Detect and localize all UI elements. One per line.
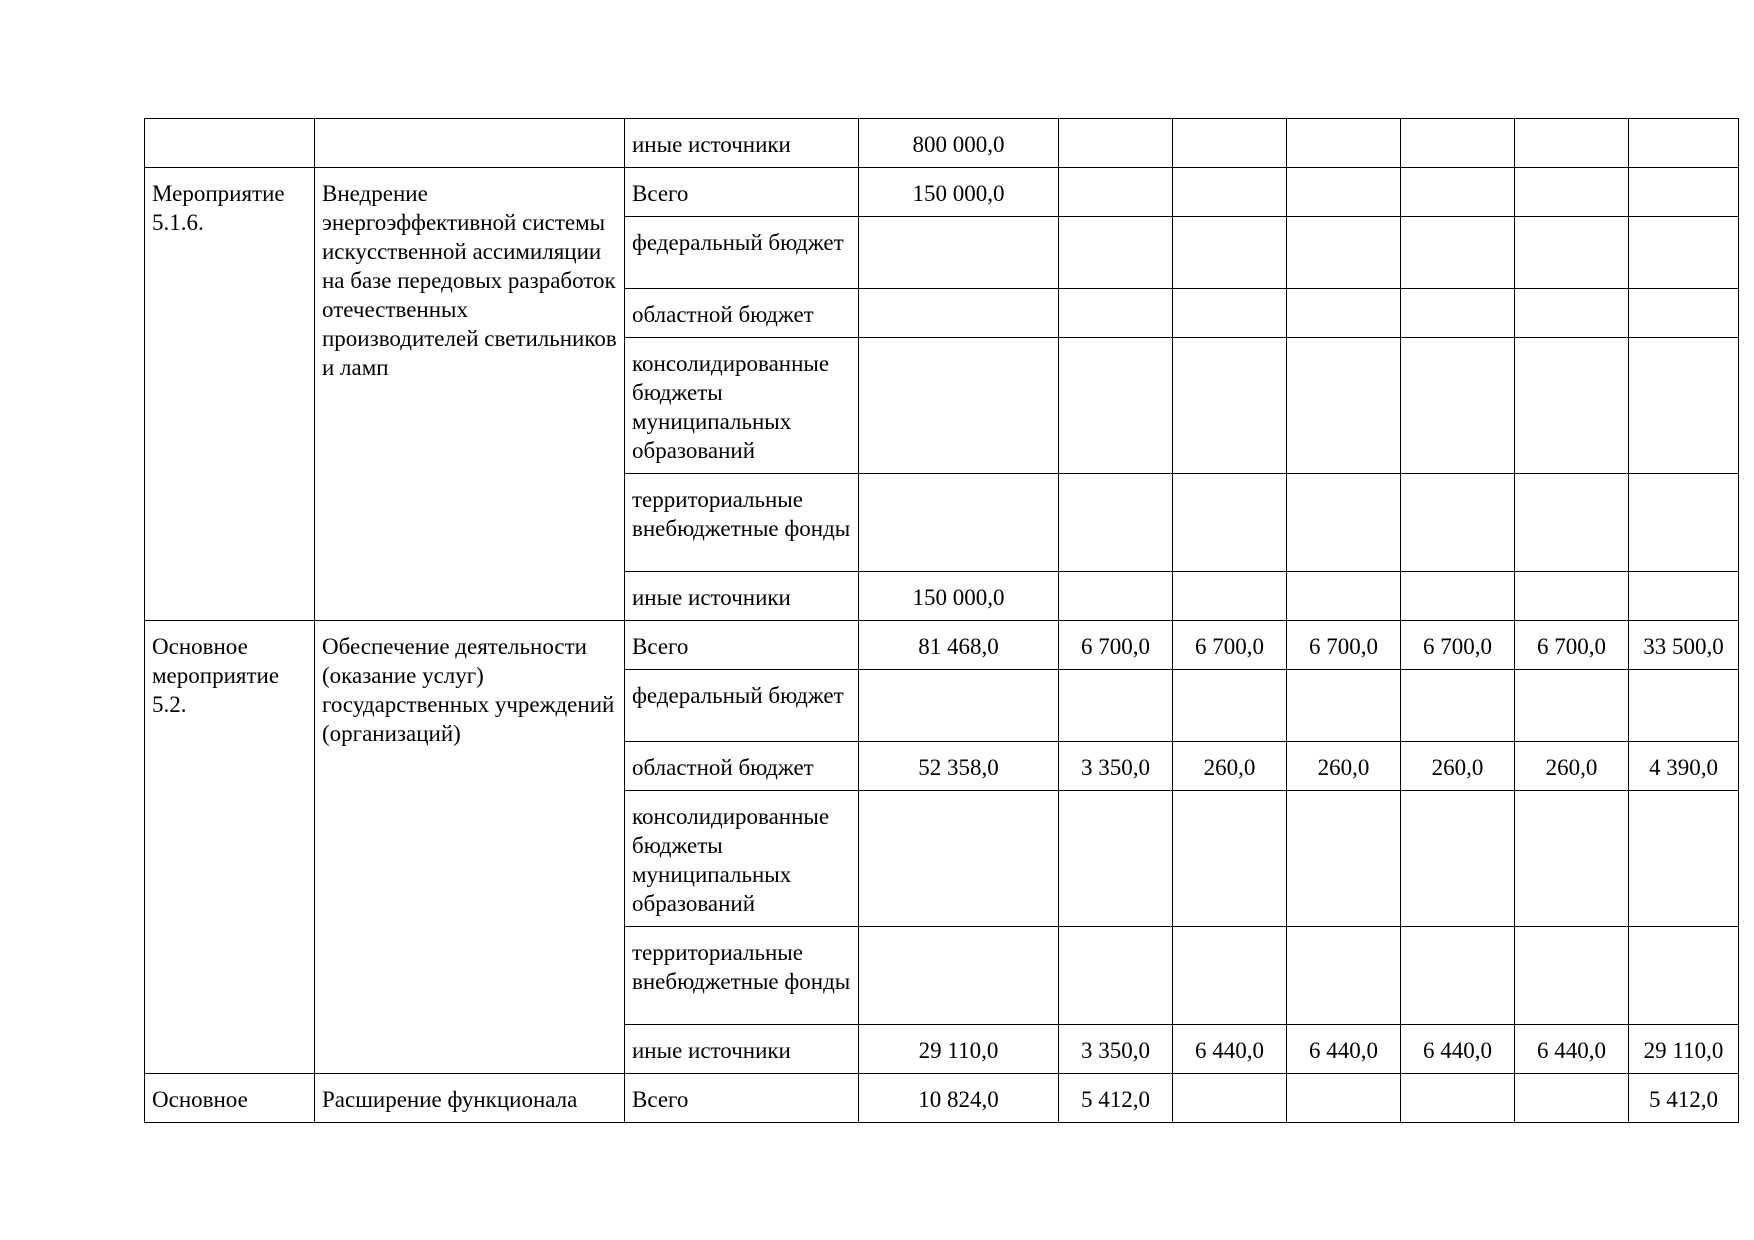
amount-cell <box>1401 338 1515 474</box>
amount-cell <box>1401 1074 1515 1123</box>
amount-cell <box>1629 791 1739 927</box>
amount-cell: 3 350,0 <box>1059 742 1173 791</box>
amount-cell <box>1287 289 1401 338</box>
amount-cell <box>1059 289 1173 338</box>
amount-cell <box>1059 168 1173 217</box>
total-amount-cell: 800 000,0 <box>859 119 1059 168</box>
funding-source-cell: консолидированные бюджеты муниципальных образований <box>625 338 859 474</box>
total-amount-cell <box>859 474 1059 572</box>
funding-source-cell: иные источники <box>625 119 859 168</box>
amount-cell <box>1401 791 1515 927</box>
amount-cell <box>1401 289 1515 338</box>
amount-cell <box>1287 927 1401 1025</box>
amount-cell <box>1059 338 1173 474</box>
amount-cell <box>1515 670 1629 742</box>
funding-source-cell: иные источники <box>625 1025 859 1074</box>
amount-cell: 5 412,0 <box>1059 1074 1173 1123</box>
amount-cell <box>1173 168 1287 217</box>
amount-cell: 6 440,0 <box>1401 1025 1515 1074</box>
total-amount-cell <box>859 927 1059 1025</box>
amount-cell <box>1629 217 1739 289</box>
amount-cell: 260,0 <box>1515 742 1629 791</box>
amount-cell <box>1173 289 1287 338</box>
funding-source-cell: областной бюджет <box>625 742 859 791</box>
table-row <box>145 1074 1739 1123</box>
amount-cell <box>1401 572 1515 621</box>
amount-cell <box>1629 168 1739 217</box>
amount-cell: 6 700,0 <box>1173 621 1287 670</box>
amount-cell <box>1629 338 1739 474</box>
amount-cell: 4 390,0 <box>1629 742 1739 791</box>
amount-cell <box>1287 217 1401 289</box>
amount-cell <box>1515 168 1629 217</box>
amount-cell: 29 110,0 <box>1629 1025 1739 1074</box>
total-amount-cell <box>859 289 1059 338</box>
amount-cell <box>1287 1074 1401 1123</box>
table-row <box>145 168 1739 217</box>
amount-cell <box>1629 572 1739 621</box>
amount-cell <box>1401 927 1515 1025</box>
activity-code-cell: Мероприятие 5.1.6. <box>145 168 315 621</box>
amount-cell <box>1059 217 1173 289</box>
amount-cell <box>1401 119 1515 168</box>
funding-source-cell: Всего <box>625 168 859 217</box>
total-amount-cell: 150 000,0 <box>859 572 1059 621</box>
activity-code-cell: Основное <box>145 1074 315 1123</box>
amount-cell <box>1629 927 1739 1025</box>
amount-cell <box>1287 474 1401 572</box>
amount-cell: 33 500,0 <box>1629 621 1739 670</box>
total-amount-cell: 81 468,0 <box>859 621 1059 670</box>
funding-source-cell: федеральный бюджет <box>625 217 859 289</box>
amount-cell: 6 440,0 <box>1287 1025 1401 1074</box>
funding-source-cell: территориальные внебюджетные фонды <box>625 927 859 1025</box>
funding-source-cell: иные источники <box>625 572 859 621</box>
amount-cell: 260,0 <box>1173 742 1287 791</box>
activity-name-cell: Расширение функционала <box>315 1074 625 1123</box>
amount-cell <box>1287 791 1401 927</box>
budget-table-body <box>145 119 1739 1123</box>
total-amount-cell: 150 000,0 <box>859 168 1059 217</box>
budget-table <box>144 118 1739 1123</box>
amount-cell <box>1629 289 1739 338</box>
amount-cell <box>1173 572 1287 621</box>
amount-cell <box>1515 119 1629 168</box>
funding-source-cell: Всего <box>625 1074 859 1123</box>
amount-cell <box>1059 119 1173 168</box>
amount-cell <box>1173 1074 1287 1123</box>
amount-cell: 3 350,0 <box>1059 1025 1173 1074</box>
amount-cell <box>1173 119 1287 168</box>
amount-cell <box>1629 119 1739 168</box>
amount-cell <box>1173 217 1287 289</box>
amount-cell <box>1515 338 1629 474</box>
amount-cell: 6 700,0 <box>1401 621 1515 670</box>
amount-cell <box>1287 572 1401 621</box>
amount-cell <box>1173 474 1287 572</box>
amount-cell <box>1059 670 1173 742</box>
amount-cell: 6 700,0 <box>1515 621 1629 670</box>
activity-code-cell: Основное мероприятие 5.2. <box>145 621 315 1074</box>
funding-source-cell: областной бюджет <box>625 289 859 338</box>
table-row <box>145 119 1739 168</box>
total-amount-cell <box>859 791 1059 927</box>
amount-cell: 5 412,0 <box>1629 1074 1739 1123</box>
funding-source-cell: федеральный бюджет <box>625 670 859 742</box>
amount-cell <box>1401 217 1515 289</box>
amount-cell <box>1287 338 1401 474</box>
total-amount-cell <box>859 217 1059 289</box>
amount-cell <box>1401 474 1515 572</box>
amount-cell <box>1173 670 1287 742</box>
amount-cell: 6 440,0 <box>1173 1025 1287 1074</box>
activity-name-cell: Обеспечение деятельности (оказание услуг) государственных учреждений (организаций) <box>315 621 625 1074</box>
amount-cell <box>1059 927 1173 1025</box>
amount-cell <box>1515 217 1629 289</box>
activity-name-cell: Внедрение энергоэффективной системы искусственной ассимиляции на базе передовых разработок отечественных производителей светильников и ламп <box>315 168 625 621</box>
total-amount-cell <box>859 670 1059 742</box>
amount-cell <box>1059 474 1173 572</box>
funding-source-cell: консолидированные бюджеты муниципальных образований <box>625 791 859 927</box>
amount-cell <box>1287 119 1401 168</box>
amount-cell <box>1515 474 1629 572</box>
amount-cell: 6 440,0 <box>1515 1025 1629 1074</box>
amount-cell <box>1173 791 1287 927</box>
amount-cell: 6 700,0 <box>1059 621 1173 670</box>
total-amount-cell: 29 110,0 <box>859 1025 1059 1074</box>
amount-cell: 260,0 <box>1401 742 1515 791</box>
amount-cell <box>1515 289 1629 338</box>
funding-source-cell: Всего <box>625 621 859 670</box>
amount-cell <box>1515 791 1629 927</box>
total-amount-cell: 10 824,0 <box>859 1074 1059 1123</box>
activity-code-cell <box>145 119 315 168</box>
total-amount-cell: 52 358,0 <box>859 742 1059 791</box>
amount-cell: 260,0 <box>1287 742 1401 791</box>
amount-cell <box>1059 791 1173 927</box>
amount-cell <box>1173 338 1287 474</box>
amount-cell <box>1059 572 1173 621</box>
table-row <box>145 621 1739 670</box>
activity-name-cell <box>315 119 625 168</box>
amount-cell <box>1629 474 1739 572</box>
amount-cell <box>1287 168 1401 217</box>
funding-source-cell: территориальные внебюджетные фонды <box>625 474 859 572</box>
amount-cell <box>1629 670 1739 742</box>
amount-cell <box>1401 670 1515 742</box>
amount-cell: 6 700,0 <box>1287 621 1401 670</box>
total-amount-cell <box>859 338 1059 474</box>
amount-cell <box>1173 927 1287 1025</box>
amount-cell <box>1515 1074 1629 1123</box>
amount-cell <box>1401 168 1515 217</box>
amount-cell <box>1287 670 1401 742</box>
amount-cell <box>1515 572 1629 621</box>
amount-cell <box>1515 927 1629 1025</box>
